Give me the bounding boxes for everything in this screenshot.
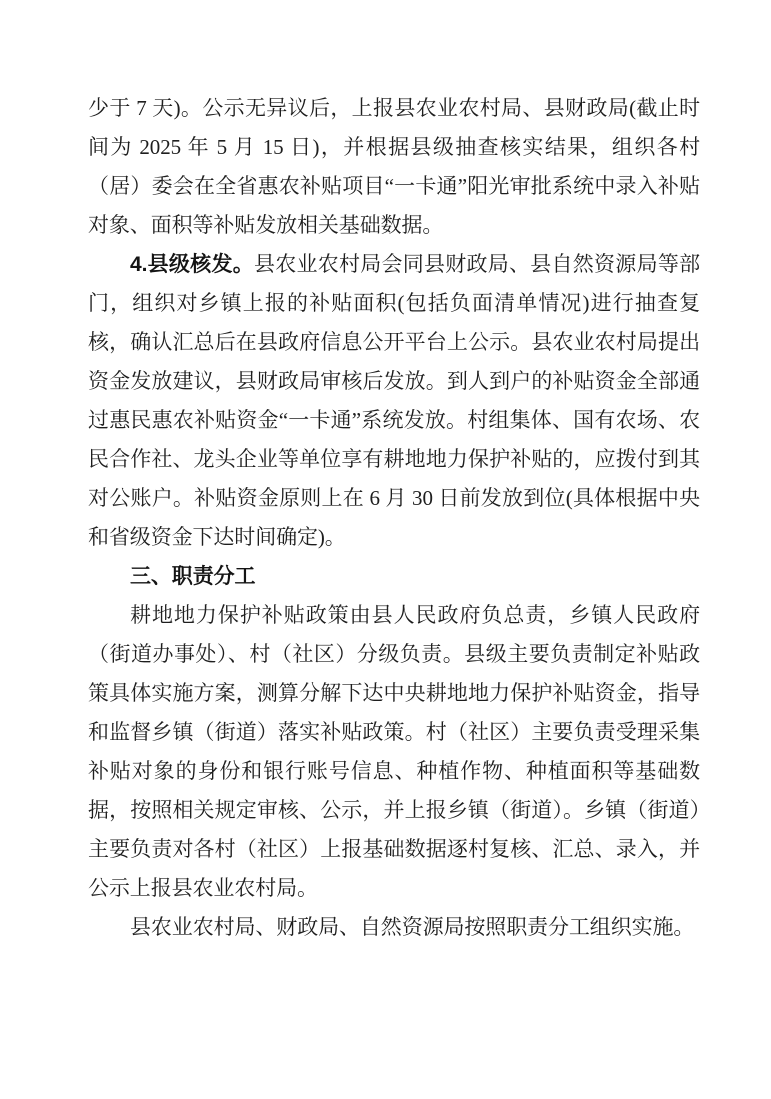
section-heading: 三、职责分工	[130, 565, 256, 588]
paragraph-lead: 4.县级核发。	[130, 253, 254, 276]
paragraph: 少于 7 天)。公示无异议后，上报县农业农村局、县财政局(截止时间为 2025 年 5 月 15 日)，并根据县级抽查核实结果，组织各村（居）委会在全省惠农补贴项目“一卡通”阳光审批系统中录入补贴对象、面积等补贴发放相关基础数据。	[88, 96, 700, 237]
document-body	[88, 89, 700, 947]
paragraph: 县农业农村局、财政局、自然资源局按照职责分工组织实施。	[130, 915, 695, 939]
paragraph	[88, 245, 700, 557]
paragraph-text: 县农业农村局会同县财政局、县自然资源局等部门，组织对乡镇上报的补贴面积(包括负面清单情况)进行抽查复核，确认汇总后在县政府信息公开平台上公示。县农业农村局提出资金发放建议，县财政局审核后发放。到人到户的补贴资金全部通过惠民惠农补贴资金“一卡通”系统发放。村组集体、国有农场、农民合作社、龙头企业等单位享有耕地地力保护补贴的，应拨付到其对公账户。补贴资金原则上在 6 月 30 日前发放到位(具体根据中央和省级资金下达时间确定)。	[88, 252, 700, 549]
paragraph: 耕地地力保护补贴政策由县人民政府负总责，乡镇人民政府（街道办事处）、村（社区）分级负责。县级主要负责制定补贴政策具体实施方案，测算分解下达中央耕地地力保护补贴资金，指导和监督乡镇（街道）落实补贴政策。村（社区）主要负责受理采集补贴对象的身份和银行账号信息、种植作物、种植面积等基础数据，按照相关规定审核、公示，并上报乡镇（街道）。乡镇（街道）主要负责对各村（社区）上报基础数据逐村复核、汇总、录入，并公示上报县农业农村局。	[88, 603, 700, 900]
